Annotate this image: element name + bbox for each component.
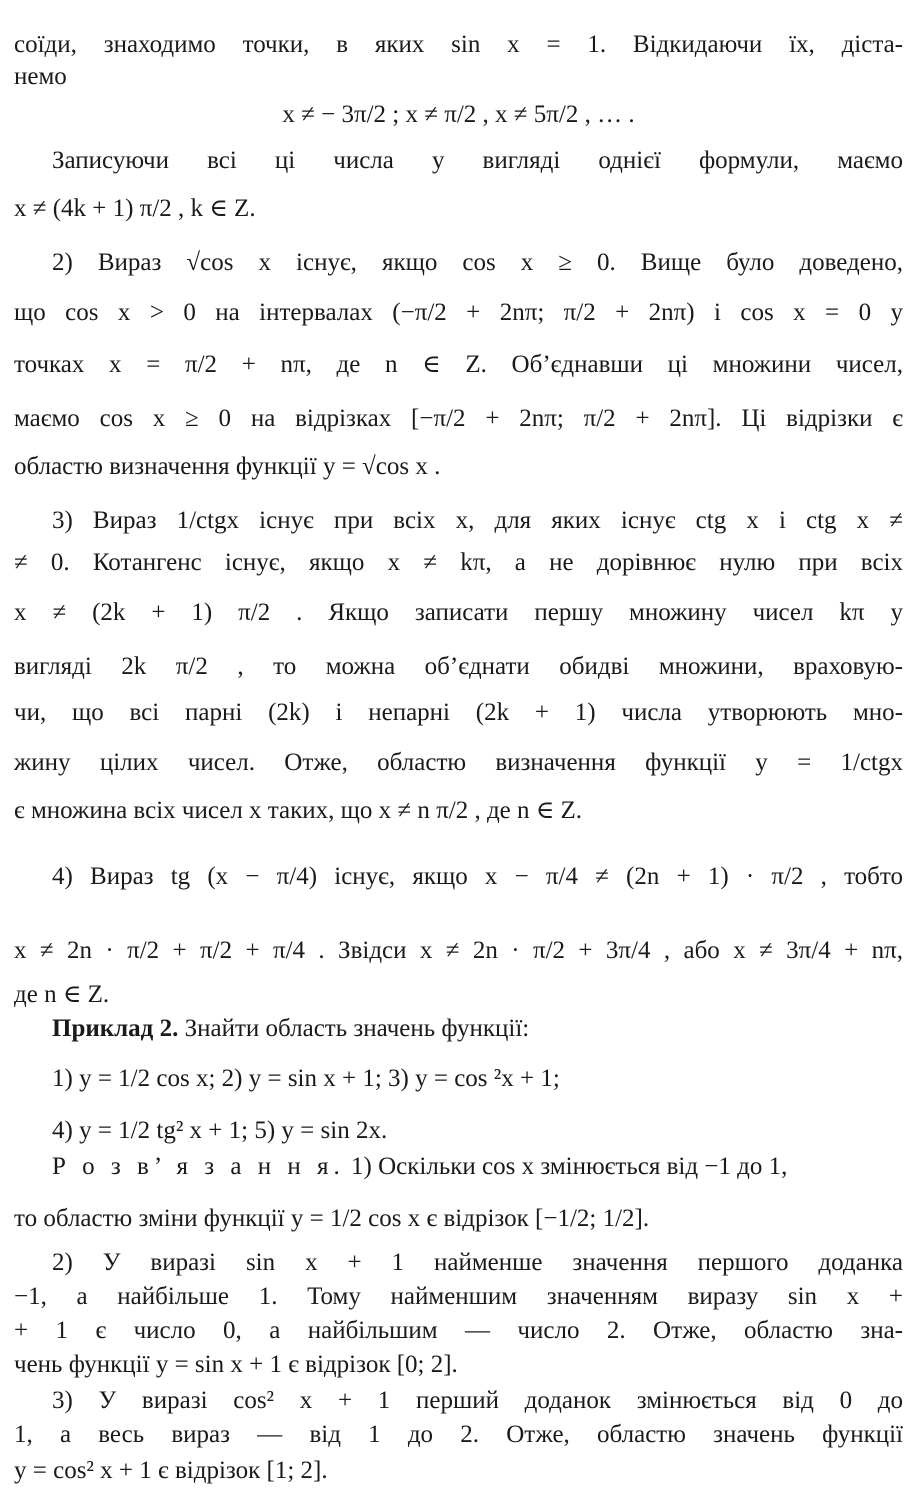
text-line: що cos x > 0 на інтервалах (−π/2 + 2nπ; π/2 + 2nπ) і cos x = 0 у bbox=[14, 299, 903, 326]
formula-line: x ≠ (4k + 1) π/2 , k ∈ Z. bbox=[14, 195, 256, 222]
text-line: 2) У виразі sin x + 1 найменше значення першого доданка bbox=[52, 1249, 903, 1276]
text-line: є множина всіх чисел x таких, що x ≠ n π/2 , де n ∈ Z. bbox=[14, 797, 583, 824]
formula-line: 4) y = 1/2 tg² x + 1; 5) y = sin 2x. bbox=[52, 1117, 388, 1144]
example-task: Знайти область значень функції: bbox=[184, 1015, 530, 1042]
text-line: то областю зміни функції y = 1/2 cos x є відрізок [−1/2; 1/2]. bbox=[14, 1205, 650, 1232]
text-line: Записуючи всі ці числа у вигляді однієї формули, маємо bbox=[52, 147, 903, 174]
text-line: + 1 є число 0, а найбільшим — число 2. Отже, областю зна- bbox=[14, 1317, 903, 1344]
text-line: ≠ 0. Котангенс існує, якщо x ≠ kπ, а не дорівнює нулю при всіх bbox=[14, 549, 903, 576]
text-line: −1, а найбільше 1. Тому найменшим значенням виразу sin x + bbox=[14, 1283, 903, 1310]
text-line: областю визначення функції y = √cos x . bbox=[14, 453, 441, 480]
text-line: 4) Вираз tg (x − π/4) існує, якщо x − π/4 ≠ (2n + 1) · π/2 , тобто bbox=[52, 863, 903, 890]
formula-line: x ≠ 2n · π/2 + π/2 + π/4 . Звідси x ≠ 2n · π/2 + 3π/4 , або x ≠ 3π/4 + nπ, bbox=[14, 937, 903, 964]
text-line: 1, а весь вираз — від 1 до 2. Отже, областю значень функції bbox=[14, 1421, 903, 1448]
text-line: x ≠ (2k + 1) π/2 . Якщо записати першу множину чисел kπ у bbox=[14, 599, 903, 626]
text-line: 3) У виразі cos² x + 1 перший доданок змінюється від 0 до bbox=[52, 1387, 903, 1414]
solution-text: 1) Оскільки cos x змінюється від −1 до 1, bbox=[351, 1153, 788, 1180]
solution-heading: Р о з в’ я з а н н я. bbox=[52, 1153, 345, 1180]
text-line: жину цілих чисел. Отже, областю визначення функції y = 1/ctgx bbox=[14, 749, 903, 776]
text-line: 3) Вираз 1/ctgx існує при всіх x, для яких існує ctg x і ctg x ≠ bbox=[52, 507, 903, 534]
text-line: чень функції y = sin x + 1 є відрізок [0; 2]. bbox=[14, 1351, 458, 1378]
formula-line: 1) y = 1/2 cos x; 2) y = sin x + 1; 3) y = cos ²x + 1; bbox=[52, 1065, 560, 1092]
text-line: маємо cos x ≥ 0 на відрізках [−π/2 + 2nπ; π/2 + 2nπ]. Ці відрізки є bbox=[14, 405, 903, 432]
example-heading: Приклад 2. bbox=[52, 1015, 179, 1042]
solution-line bbox=[0, 1152, 917, 1182]
text-line: немо bbox=[14, 63, 67, 90]
text-line: чи, що всі парні (2k) і непарні (2k + 1) числа утворюють мно- bbox=[14, 699, 903, 726]
text-line: 2) Вираз √cos x існує, якщо cos x ≥ 0. Вище було доведено, bbox=[52, 249, 903, 276]
text-line: соїди, знаходимо точки, в яких sin x = 1. Відкидаючи їх, діста- bbox=[14, 31, 903, 58]
text-line: вигляді 2k π/2 , то можна об’єднати обидві множини, враховую- bbox=[14, 653, 903, 680]
example-line bbox=[0, 1014, 917, 1044]
formula-line: x ≠ − 3π/2 ; x ≠ π/2 , x ≠ 5π/2 , … . bbox=[282, 101, 635, 128]
text-line: y = cos² x + 1 є відрізок [1; 2]. bbox=[14, 1457, 328, 1484]
text-line: де n ∈ Z. bbox=[14, 981, 110, 1008]
text-line: точках x = π/2 + nπ, де n ∈ Z. Об’єднавши ці множини чисел, bbox=[14, 351, 903, 378]
